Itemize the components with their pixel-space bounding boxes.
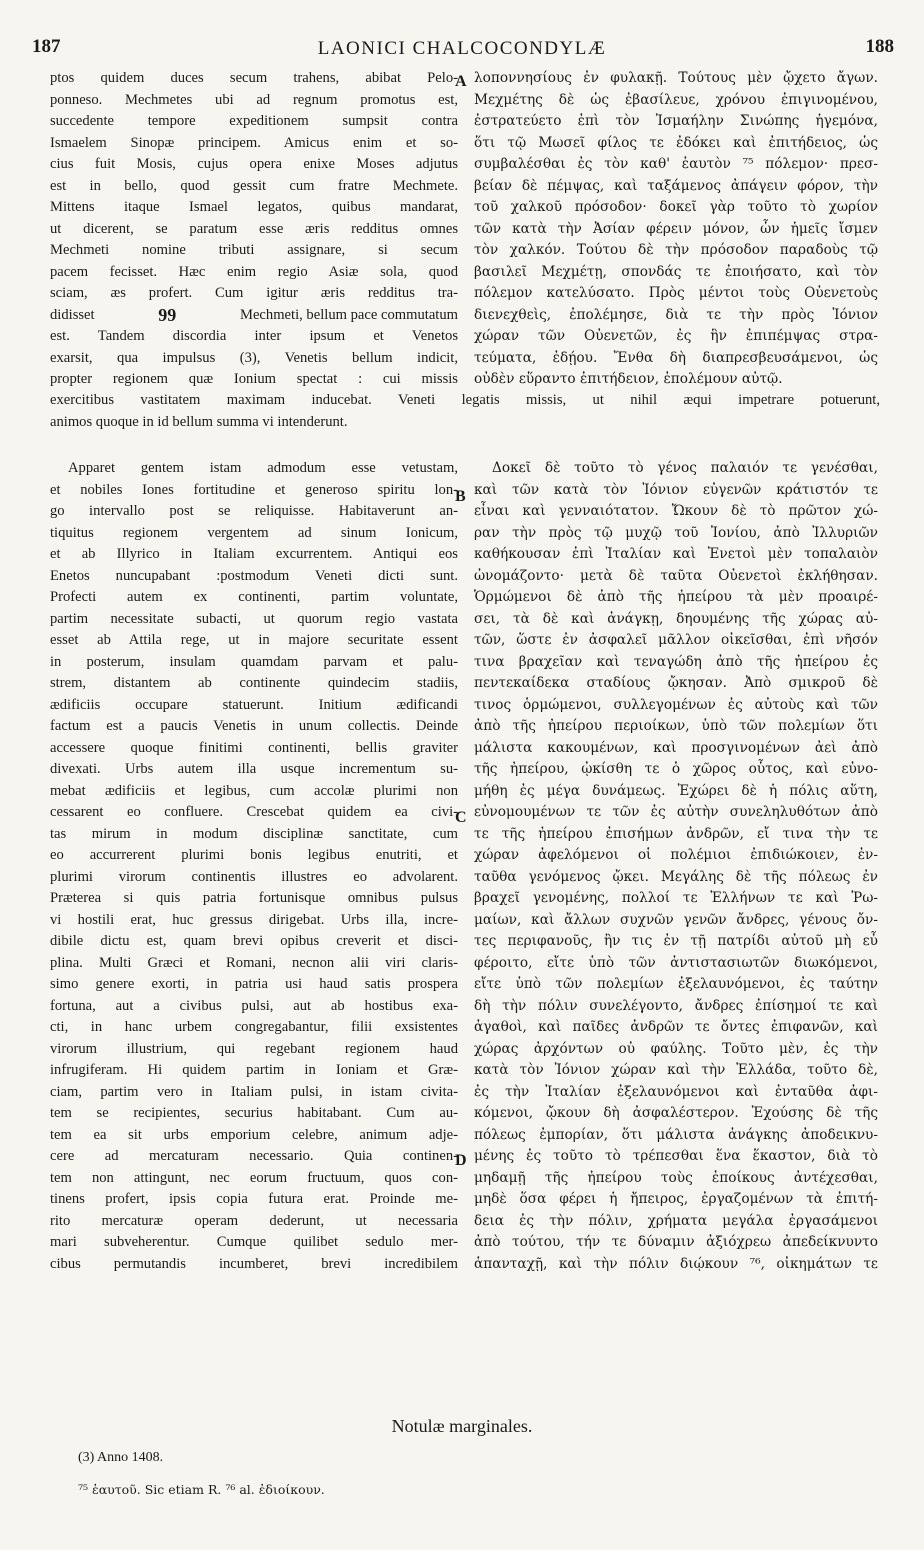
text-line: in posterum, insulam quamdam parvam et palu- xyxy=(50,653,458,670)
text-line: esset ab Attila rege, ut in majore securitate essent xyxy=(50,632,458,648)
text-line: cessarent eo confluere. Crescebat quidem ea civi- xyxy=(50,804,458,820)
text-line: divexati. Urbs autem illa usque incrementum su- xyxy=(50,761,458,777)
text-line: μήθη ἐς μέγα δυνάμεως. Ἐχώρει δὲ ἡ πόλις αὕτη, xyxy=(474,782,878,799)
section2-latin-column xyxy=(50,458,458,1275)
text-line: fortuna, aut a civibus pulsi, aut ab hostibus exa- xyxy=(50,997,458,1014)
text-line: ptos quidem duces secum trahens, abibat Pelo- xyxy=(50,70,458,86)
text-line: καθήκουσαν ἐπὶ Ἰταλίαν καὶ Ἐνετοὶ μὲν τοπαλαιὸν xyxy=(474,546,878,562)
text-line: strem, distantem ab continente quindecim stadiis, xyxy=(50,675,458,691)
text-line: ὠνομάζοντο· μετὰ δὲ ταῦτα Οὐενετοὶ ἐκλήθησαν. xyxy=(474,567,878,584)
footnote-1: (3) Anno 1408. xyxy=(78,1450,164,1465)
text-line: ἀπὸ τούτου, τήν τε δύναμιν ἀξιόχρεω ἀπεδείκνυντο xyxy=(474,1234,878,1250)
text-line: ἐς τὴν Ἰταλίαν ἐξελαυνόμενοι καὶ ἐνταῦθα ἀφι- xyxy=(474,1083,878,1100)
text-line: mari subveherentur. Cumque quilibet sedulo mer- xyxy=(50,1234,458,1250)
text-line: est in bello, quod gessit cum fratre Mechmete. xyxy=(50,177,458,194)
text-line: τινος ὁρμώμενοι, συλλεγομένων ἐς αὐτοὺς καὶ τῶν xyxy=(474,696,878,713)
text-line: πόλεμον κατελύσατο. Πρὸς μέντοι τοὺς Οὐενετοὺς xyxy=(474,285,878,301)
text-line: cius fuit Mosis, cujus opera enixe Moses adjutus xyxy=(50,156,458,172)
section1-greek-column xyxy=(474,68,878,391)
text-line: τῶν κατὰ τὴν Ἀσίαν φέρειν μόνον, ὧν ἡμεῖς ἴσμεν xyxy=(474,220,878,237)
text-line: τῆς ἠπείρου, ᾠκίσθη τε ὁ χῶρος οὗτος, καὶ εὐνο- xyxy=(474,761,878,777)
section2-greek-column xyxy=(474,458,878,1275)
text-line: μηδὲ ὅσα φέρει ἡ ἤπειρος, ἐργαζομένων τὰ ἐπιτή- xyxy=(474,1191,878,1207)
text-line: Mechmeti nomine tributi assignare, si secum xyxy=(50,242,458,258)
page-header xyxy=(0,36,924,66)
text-line: Μεχμέτης δὲ ὡς ἐβασίλευε, χρόνου ἐπιγινομένου, xyxy=(474,91,878,108)
footnote-2: ⁷⁵ ἑαυτοῦ. Sic etiam R. ⁷⁶ al. ἐδιοίκουν. xyxy=(78,1482,325,1497)
text-line: simo genere exorti, in patria usi haud satis prospera xyxy=(50,976,458,992)
text-line: τινα βραχεῖαν καὶ τεναγώδη ἀπὸ τῆς ἠπείρου ἐς xyxy=(474,653,878,670)
text-line: χώρας ἀρχόντων οὐ φαύλης. Τοῦτο μὲν, ἐς τὴν xyxy=(474,1040,878,1057)
text-line: ut dicerent, se paratum esse æris redditus omnes xyxy=(50,220,458,237)
text-line: Δοκεῖ δὲ τοῦτο τὸ γένος παλαιόν τε γενέσθαι, xyxy=(492,460,878,476)
text-line: propter regionem quæ Ionium spectat : cui missis xyxy=(50,371,458,387)
text-line: plurimi virorum continentis illustres eo advolarent. xyxy=(50,868,458,885)
text-line: μένης ἐς τοῦτο τὸ τρέπεσθαι ἕνα ἕκαστον, διὰ τὸ xyxy=(474,1148,878,1164)
text-fragment: didisset xyxy=(50,306,95,323)
text-line: Apparet gentem istam admodum esse vetustam, xyxy=(68,460,458,476)
text-line: χώραν τῶν Οὐενετῶν, ἐς ἣν ἐπιπέμψας στρα- xyxy=(474,328,878,344)
notes-title: Notulæ marginales. xyxy=(391,1416,533,1436)
text-line: tas mirum in modum disciplinæ sanctitate, cum xyxy=(50,825,458,842)
text-line: ἁπανταχῇ, καὶ τὴν πόλιν διῴκουν ⁷⁶, οἰκημάτων τε xyxy=(474,1255,878,1272)
text-line: οὐδὲν εὕραντο ἐπιτήδειον, ἐπολέμουν αὐτῷ. xyxy=(474,371,783,387)
section1-latin-column xyxy=(50,68,458,391)
text-line: Præterea si quis patria fortunisque omnibus pulsus xyxy=(50,890,458,906)
text-line: ταῦθα γενόμενος ᾤκει. Μεγάλης δὲ τῆς πόλεως ἐν xyxy=(474,868,878,885)
text-line: μηδαμῇ τῆς ἠπείρου τοὺς ἐποίκους ἀντέχεσθαι, xyxy=(474,1169,878,1186)
text-line: sciam, æs profert. Cum igitur æris redditus tra- xyxy=(50,285,458,301)
text-line: mebat ædificiis et legibus, cum accolæ plurimi non xyxy=(50,782,458,799)
text-line: διενεχθεὶς, ἐπολέμησε, διὰ τε τὴν πρὸς Ἰόνιον xyxy=(474,306,878,323)
text-line: est. Tandem discordia inter ipsum et Venetos xyxy=(50,328,458,344)
text-line: tem se recipientes, securius habitabant. Cum au- xyxy=(50,1105,458,1121)
page-number-right: 188 xyxy=(865,36,894,57)
text-line: κατὰ τὸν Ἰόνιον χώραν καὶ τὴν Ἑλλάδα, τοῦτο δὲ, xyxy=(474,1062,878,1078)
text-line: μάλιστα κακουμένων, καὶ προσγινομένων ἀεὶ ἀπὸ xyxy=(474,739,878,756)
text-line: partim necessitate subacti, ut quorum regio vastata xyxy=(50,610,458,627)
text-line: δεια ἐς τὴν πόλιν, χρήματα μεγάλα ἐργασάμενοι xyxy=(474,1212,878,1229)
text-line: ἀπὸ τῆς ἠπείρου περιοίκων, ὑπὸ τῶν πολεμίων ὅτι xyxy=(474,718,878,734)
text-line: vi hostili erat, huc gressus dirigebat. Urbs illa, incre- xyxy=(50,911,458,928)
text-line: τες περιφανοῦς, ἢν τις ἐν τῇ πατρίδι αὐτοῦ μὴ εὖ xyxy=(474,933,878,949)
text-line: succedente tempore expeditionem sumpsit contra xyxy=(50,113,458,129)
running-title: LAONICI CHALCOCONDYLÆ xyxy=(317,38,607,59)
text-line: accessere quoque finitimi continenti, bellis graviter xyxy=(50,739,458,756)
margin-marker-c: C xyxy=(455,809,467,826)
margin-marker-d: D xyxy=(455,1152,467,1169)
text-line: ædificiis occupare statuerunt. Initium ædificandi xyxy=(50,696,458,713)
text-line: δὴ τὴν πόλιν συνελέγοντο, ἄνδρες ἐπίσημοί τε καὶ xyxy=(474,997,878,1014)
text-line: plina. Multi Græci et Romani, necnon alii viri claris- xyxy=(50,954,458,971)
text-line: ἀγαθοὶ, καὶ παῖδες ἀνδρῶν τε ὄντες ἐπιφανῶν, καὶ xyxy=(474,1019,878,1035)
text-line: infrugiferam. Hi quidem partim in Ioniam et Græ- xyxy=(50,1062,458,1078)
text-line: βείαν δὲ πέμψας, καὶ ταξάμενος ἀπάγειν φόρον, τὴν xyxy=(474,177,878,194)
text-line: τῶν, ὥστε ἐν ἀσφαλεῖ μᾶλλον οἰκεῖσθαι, ἐπὶ νῆσόν xyxy=(474,632,878,648)
text-line: βασιλεῖ Μεχμέτῃ, σπονδάς τε ἐποιήσατο, καὶ τὸν xyxy=(474,263,878,280)
text-line: καὶ τῶν κατὰ τὸν Ἰόνιον εὐγενῶν κράτιστόν τε xyxy=(474,481,878,498)
text-line: Enetos nuncupabant :postmodum Veneti dicti sunt. xyxy=(50,567,458,584)
text-line: tem ea sit urbs emporium celebre, animum adje- xyxy=(50,1126,458,1143)
text-line: σει, τὰ δὲ καὶ ἀνάγκῃ, δηουμένης τῆς χώρας αὐ- xyxy=(474,610,878,627)
text-line: πεντεκαίδεκα σταδίους ᾤκησαν. Ἀπὸ σμικροῦ δὲ xyxy=(474,675,878,691)
text-line: λοποννησίους ἐν φυλακῇ. Τούτους μὲν ᾤχετο ἄγων. xyxy=(474,70,878,86)
text-line: εὐνομουμένων τε τῶν ἐς αὐτὴν συνεληλυθότων ἀπὸ xyxy=(474,804,878,820)
text-line: exercitibus vastitatem maximam inducebat. Veneti legatis missis, ut nihil æqui impetrare potuerunt, xyxy=(50,392,880,408)
text-line: εἶναι καὶ γενναιότατον. Ὤκουν δὲ τὸ πρῶτον χώ- xyxy=(474,503,878,519)
text-line: μαίων, καὶ ἄλλων συχνῶν γενῶν ἄνδρες, γένους ὄν- xyxy=(474,911,878,928)
full-width-continuation xyxy=(50,390,880,433)
text-line: ponneso. Mechmetes ubi ad regnum promotus est, xyxy=(50,91,458,108)
margin-marker-a: A xyxy=(455,73,467,90)
text-line: ciam, partim vero in Italiam pulsi, in istam civita- xyxy=(50,1083,458,1100)
text-line: τὸν χαλκόν. Τούτου δὲ τὴν πρόσοδον παραδοὺς τῷ xyxy=(474,242,878,258)
text-line: dibile dictu est, quam brevi opibus creverit et disci- xyxy=(50,933,458,949)
text-line: tiquitus regionem vergentem ad sinum Ionicum, xyxy=(50,524,458,541)
text-line: pacem fecisset. Hæc enim regio Asiæ sola, quod xyxy=(50,263,458,280)
text-line: factum est a paucis Venetis in unum collectis. Deinde xyxy=(50,718,458,734)
text-line: tinens profert, ipsis copia futura erat. Proinde me- xyxy=(50,1191,458,1207)
text-line: virorum illustrium, qui regebant regionem haud xyxy=(50,1040,458,1057)
text-line: τεύματα, ἐδῄου. Ἔνθα δὴ διαπρεσβευσάμενοι, ὡς xyxy=(474,349,878,366)
text-line: go intervallo post se reliquisse. Habitaverunt an- xyxy=(50,503,458,519)
text-line: ἐστρατεύετο ἐπὶ τὸν Ἰσμαήλην Σινώπης ἡγεμόνα, xyxy=(474,113,878,129)
text-line: Ὁρμώμενοι δὲ ἀπὸ τῆς ἠπείρου τὰ μὲν προαιρέ- xyxy=(474,589,878,605)
text-line: συμβαλέσθαι ἐς τὸν καθ' ἑαυτὸν ⁷⁵ πόλεμον· πρεσ- xyxy=(474,156,878,172)
text-line: cti, in hanc urbem congregabantur, filii exsistentes xyxy=(50,1019,458,1035)
text-line: tem non attingunt, nec eorum fructuum, quos con- xyxy=(50,1169,458,1186)
text-line: cibus permutandis incumberet, brevi incredibilem xyxy=(50,1255,458,1272)
text-fragment: Mechmeti, bellum pace commutatum xyxy=(239,306,458,323)
text-line: βραχεῖ γενομένης, πολλοί τε Ἑλλήνων τε καὶ Ῥω- xyxy=(474,890,878,906)
text-line: κόμενοι, ᾤκουν δὴ ἀσφαλέστερον. Ἐχούσης δὲ τῆς xyxy=(474,1105,878,1121)
watermark-number: 99 xyxy=(158,304,177,325)
text-line: Mittens itaque Ismael legatos, quibus mandarat, xyxy=(50,199,458,215)
text-line: χώραν ἀφελόμενοι οἱ πολέμιοι ἐπιδιώκοιεν, ἐν- xyxy=(474,847,878,863)
text-line: εἴτε ὑπὸ τῶν πολεμίων ἐξελαυνόμενοι, ἐς ταύτην xyxy=(474,976,878,992)
text-line: Ismaelem Sinopæ principem. Amicus enim et so- xyxy=(50,134,458,151)
page-number-left: 187 xyxy=(32,36,61,57)
text-line: et ab Illyrico in Italiam excurrentem. Antiqui eos xyxy=(50,546,458,562)
text-line: ραν τὴν πρὸς τῷ μυχῷ τοῦ Ἰονίου, ἀπὸ Ἰλλυριῶν xyxy=(474,524,878,541)
text-line: ὅτι τῷ Μωσεῖ φίλος τε ἐδόκει καὶ ἐπιτήδειος, ὡς xyxy=(474,134,878,151)
text-line: animos quoque in id bellum summa vi intenderunt. xyxy=(50,413,348,430)
text-line: τε τῆς ἠπείρου ἐπισήμων ἀνδρῶν, εἴ τινα τὴν τε xyxy=(474,825,878,842)
text-line: πόλεως ἐμπορίαν, ὅτι μάλιστα ἀνάγκης ἀποδεικνυ- xyxy=(474,1126,878,1143)
text-line: eo accurrerent plurimi bonis legibus enutriti, et xyxy=(50,847,458,863)
text-line xyxy=(50,305,458,327)
text-line: et nobiles Iones fortitudine et generoso spiritu lon- xyxy=(50,481,458,498)
text-line: Profecti autem ex continenti, partim voluntate, xyxy=(50,589,458,605)
text-line: exarsit, qua impulsus (3), Venetis bellum indicit, xyxy=(50,349,458,366)
text-line: cere ad mercaturam necessario. Quia continen- xyxy=(50,1148,458,1164)
text-line: φέροιτο, εἴτε ὑπὸ τῶν ἀντιστασιωτῶν διωκόμενοι, xyxy=(474,954,878,971)
text-line: rito mercaturæ operam dederunt, ut necessaria xyxy=(50,1212,458,1229)
text-line: τοῦ χαλκοῦ πρόσοδον· δοκεῖ γὰρ τοῦτο τὸ χωρίον xyxy=(474,199,878,215)
margin-marker-b: B xyxy=(455,488,466,505)
